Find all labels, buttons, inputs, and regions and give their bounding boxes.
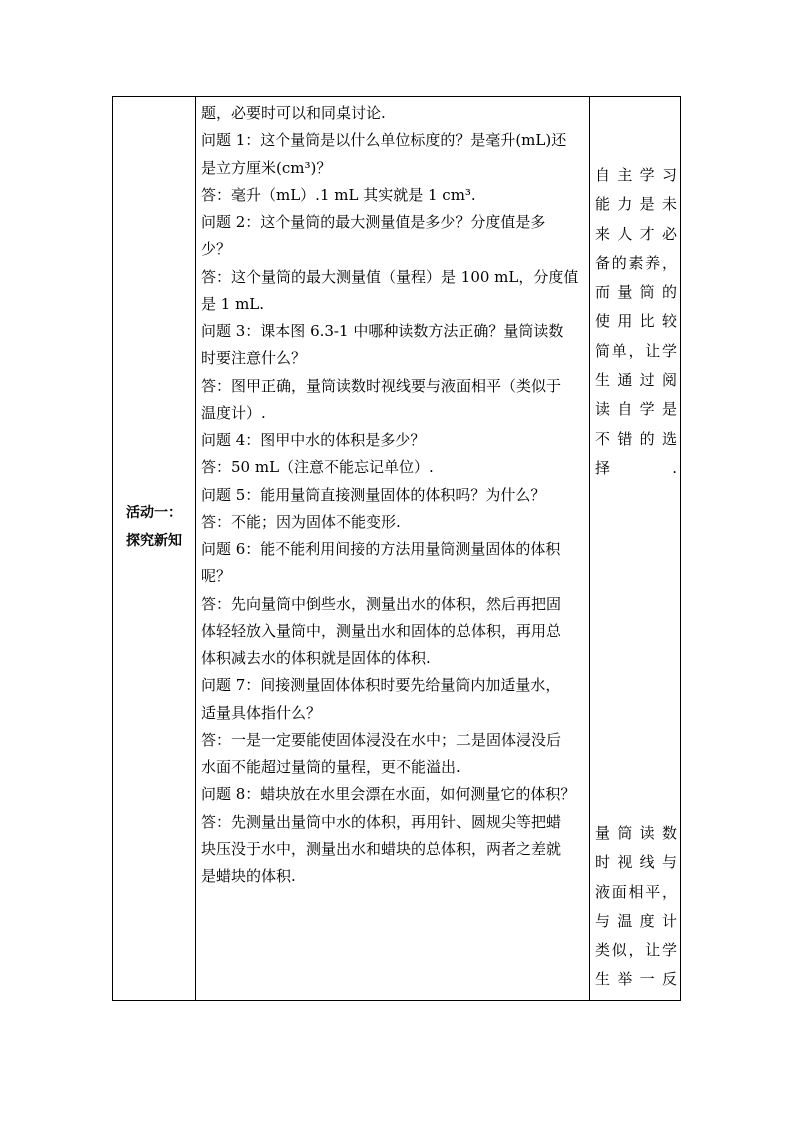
content-line: 问题 3：课本图 6.3-1 中哪种读数方法正确？量筒读数 bbox=[201, 322, 564, 340]
content-line: 答：不能；因为固体不能变形. bbox=[201, 512, 401, 531]
note-line: 读自学是 bbox=[595, 400, 677, 419]
content-line: 体积减去水的体积就是固体的体积. bbox=[201, 649, 431, 667]
note-line: 能力是未 bbox=[595, 195, 677, 214]
content-line: 答：50 mL（注意不能忘记单位）. bbox=[201, 458, 434, 477]
content-line: 问题 4：图甲中水的体积是多少？ bbox=[201, 431, 426, 449]
content-line: 块压没于水中，测量出水和蜡块的总体积，两者之差就 bbox=[201, 839, 562, 858]
content-line: 是蜡块的体积. bbox=[201, 867, 296, 885]
content-line: 问题 1：这个量筒是以什么单位标度的？是毫升(mL)还 bbox=[201, 131, 567, 150]
note-line: 备的素养， bbox=[595, 253, 677, 272]
content-line: 答：毫升（mL）.1 mL 其实就是 1 cm³. bbox=[201, 185, 476, 204]
note-line: 简单，让学 bbox=[595, 341, 677, 360]
note-line: 择. bbox=[595, 458, 677, 477]
content-line: 问题 8：蜡块放在水里会漂在水面，如何测量它的体积？ bbox=[201, 785, 576, 804]
design-note-bottom bbox=[595, 819, 677, 995]
content-line: 水面不能超过量筒的量程，更不能溢出. bbox=[201, 758, 461, 776]
content-line: 问题 5：能用量筒直接测量固体的体积吗？为什么？ bbox=[201, 485, 546, 504]
content-line: 是 1 mL. bbox=[201, 294, 265, 313]
content-line: 体轻轻放入量筒中，测量出水和固体的总体积，再用总 bbox=[201, 621, 562, 640]
activity-label-line: 活动一： bbox=[126, 505, 182, 521]
content-line: 题，必要时可以和同桌讨论. bbox=[201, 104, 386, 122]
activity-label bbox=[113, 499, 195, 555]
note-line: 类似，让学 bbox=[595, 941, 677, 960]
note-line: 与温度计 bbox=[595, 911, 677, 930]
note-line: 不错的选 bbox=[595, 429, 677, 448]
content-line: 问题 6：能不能利用间接的方法用量筒测量固体的体积 bbox=[201, 540, 561, 558]
content-line: 是立方厘米(cm³)？ bbox=[201, 158, 332, 177]
content-line: 时要注意什么？ bbox=[201, 349, 307, 368]
activity-label-line: 探究新知 bbox=[126, 533, 182, 549]
content-line: 问题 2：这个量筒的最大测量值是多少？分度值是多 bbox=[201, 213, 546, 231]
content-column bbox=[201, 100, 585, 890]
content-line: 适量具体指什么？ bbox=[201, 703, 322, 722]
note-line: 自主学习 bbox=[595, 166, 677, 184]
content-line: 问题 7：间接测量固体体积时要先给量筒内加适量水， bbox=[201, 676, 561, 695]
note-line: 量筒读数 bbox=[595, 824, 677, 842]
content-line: 答：图甲正确，量筒读数时视线要与液面相平（类似于 bbox=[201, 376, 562, 395]
content-line: 答：先测量出量筒中水的体积，再用针、圆规尖等把蜡 bbox=[201, 812, 562, 831]
column-divider bbox=[589, 97, 590, 1000]
note-line: 液面相平， bbox=[595, 882, 677, 901]
lesson-table bbox=[112, 96, 681, 1001]
design-note-top bbox=[595, 161, 677, 483]
content-line: 温度计）. bbox=[201, 403, 266, 422]
note-line: 生举一反 bbox=[595, 970, 677, 989]
note-line: 来人才必 bbox=[595, 224, 677, 243]
content-line: 答：一是一定要能使固体浸没在水中；二是固体浸没后 bbox=[201, 730, 562, 749]
content-line: 少？ bbox=[201, 240, 232, 259]
note-line: 生通过阅 bbox=[595, 371, 677, 390]
note-line: 使用比较 bbox=[595, 312, 677, 331]
note-line: 而量筒的 bbox=[595, 283, 677, 302]
content-line: 答：先向量筒中倒些水，测量出水的体积，然后再把固 bbox=[201, 594, 562, 613]
content-line: 呢？ bbox=[201, 567, 232, 586]
note-line: 时视线与 bbox=[595, 853, 677, 872]
column-divider bbox=[195, 97, 196, 1000]
content-line: 答：这个量筒的最大测量值（量程）是 100 mL，分度值 bbox=[201, 267, 579, 286]
